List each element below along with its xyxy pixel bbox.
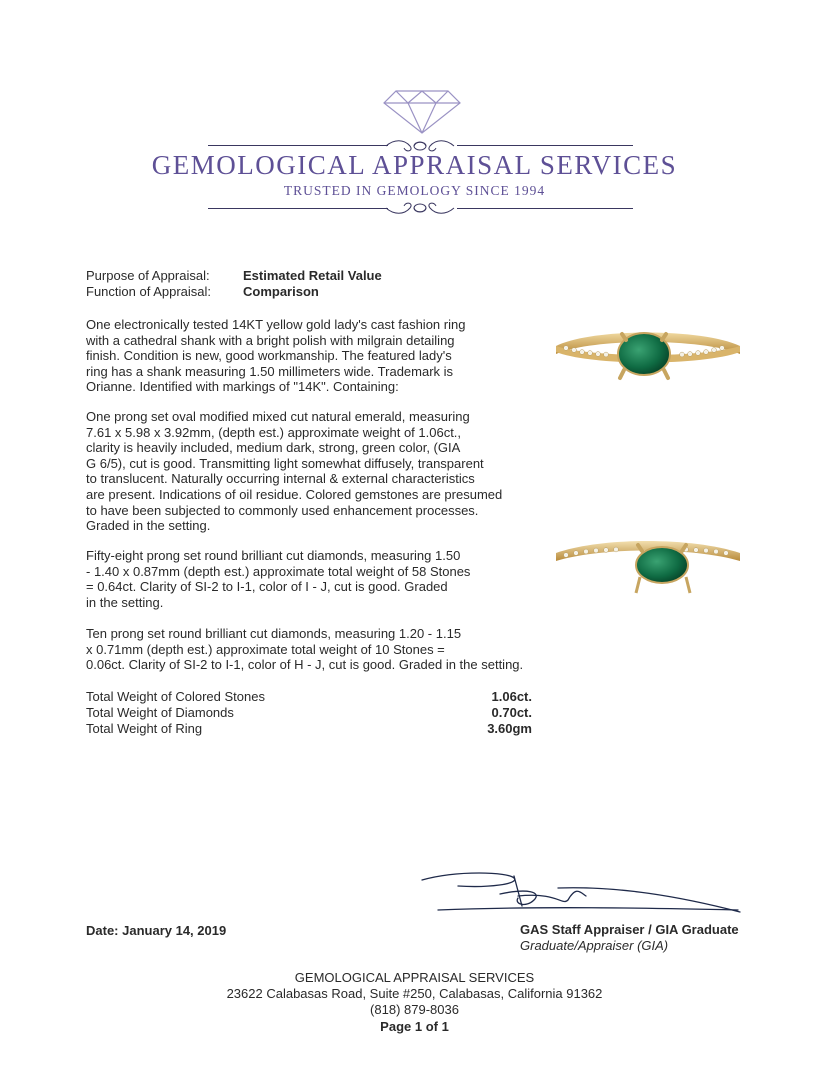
flourish-ornament-icon bbox=[384, 199, 456, 217]
total-row bbox=[86, 705, 532, 721]
signature-image bbox=[418, 866, 748, 916]
total-label: Total Weight of Colored Stones bbox=[86, 689, 265, 704]
total-value: 3.60gm bbox=[487, 721, 532, 736]
function-value: Comparison bbox=[243, 284, 319, 299]
appraiser-title: GAS Staff Appraiser / GIA Graduate bbox=[520, 922, 739, 937]
header-rule bbox=[457, 208, 633, 209]
total-row bbox=[86, 689, 532, 705]
footer-company: GEMOLOGICAL APPRAISAL SERVICES bbox=[294, 970, 535, 985]
header-rule bbox=[457, 145, 633, 146]
total-value: 1.06ct. bbox=[491, 689, 532, 704]
ring-description: One electronically tested 14KT yellow gold lady's cast fashion ring with a cathedral shank with a bright polish with milgrain detailing finish. Condition is new, good workmanship. The featured lady's ring has a shank measuring 1.50 millimeters wide. Trademark is Orianne. Identified with markings of "14K". Containing: bbox=[86, 317, 466, 395]
ring-photo-angle-icon bbox=[552, 533, 744, 601]
total-label: Total Weight of Ring bbox=[86, 721, 203, 736]
ring-photo-top-icon bbox=[552, 318, 744, 390]
total-label: Total Weight of Diamonds bbox=[86, 705, 234, 720]
page-number: Page 1 of 1 bbox=[380, 1019, 449, 1034]
header-rule bbox=[208, 145, 388, 146]
header-rule bbox=[208, 208, 388, 209]
total-value: 0.70ct. bbox=[491, 705, 532, 720]
appraisal-date: Date: January 14, 2019 bbox=[86, 923, 227, 938]
purpose-label: Purpose of Appraisal: bbox=[86, 268, 210, 283]
footer-phone: (818) 879-8036 bbox=[370, 1002, 459, 1017]
purpose-value: Estimated Retail Value bbox=[243, 268, 382, 283]
brand-name: GEMOLOGICAL APPRAISAL SERVICES bbox=[151, 150, 678, 180]
emerald-description: One prong set oval modified mixed cut natural emerald, measuring 7.61 x 5.98 x 3.92mm, (depth est.) approximate weight of 1.06ct., clarity is heavily included, medium dark, strong, green color, (GIA G 6/5), cut is good. Transmitting light somewhat diffusely, transparent to translucent. Naturally occurring internal & external characteristics are present. Indications of oil residue. Colored gemstones are presumed to have been subjected to commonly used enhancement processes. Graded in the setting. bbox=[86, 409, 503, 534]
function-label: Function of Appraisal: bbox=[86, 284, 212, 299]
footer-address: 23622 Calabasas Road, Suite #250, Calabasas, California 91362 bbox=[226, 986, 603, 1001]
total-row bbox=[86, 721, 532, 737]
diamonds-58-description: Fifty-eight prong set round brilliant cut diamonds, measuring 1.50 - 1.40 x 0.87mm (depth est.) approximate total weight of 58 Stones = 0.64ct. Clarity of SI-2 to I-1, color of I - J, cut is good. Graded in the setting. bbox=[86, 548, 471, 610]
diamond-outline-icon bbox=[382, 85, 462, 135]
diamonds-10-description: Ten prong set round brilliant cut diamonds, measuring 1.20 - 1.15 x 0.71mm (depth est.) approximate total weight of 10 Stones = 0.06ct. Clarity of SI-2 to I-1, color of H - J, cut is good. Graded in the setting. bbox=[86, 626, 524, 673]
appraiser-subtitle: Graduate/Appraiser (GIA) bbox=[520, 938, 669, 953]
brand-tagline: TRUSTED IN GEMOLOGY SINCE 1994 bbox=[283, 183, 546, 198]
